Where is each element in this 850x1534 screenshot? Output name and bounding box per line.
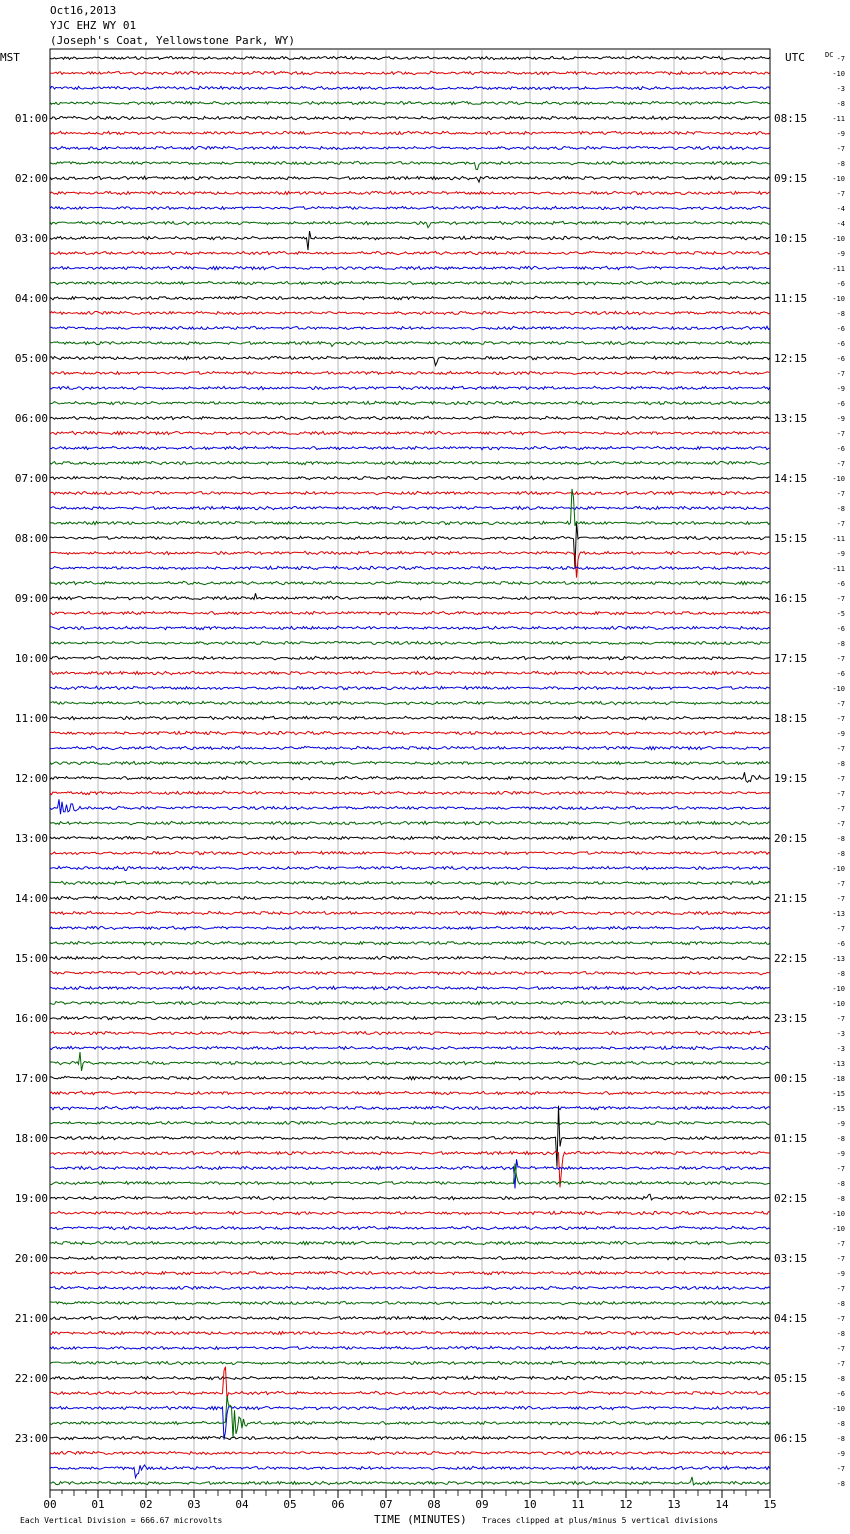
trace-row: [50, 851, 770, 854]
dc-offset-label: -8: [836, 1480, 845, 1488]
trace-row: [50, 146, 770, 149]
trace-row: [50, 101, 770, 104]
trace-row: [50, 281, 770, 285]
dc-offset-label: -8: [836, 310, 845, 318]
dc-offset-label: -7: [836, 1255, 845, 1263]
trace-row: [50, 1001, 770, 1005]
utc-hour-label: 20:15: [774, 832, 808, 845]
dc-offset-label: -9: [836, 250, 845, 258]
utc-hour-label: 02:15: [774, 1192, 808, 1205]
utc-hour-label: 21:15: [774, 892, 808, 905]
x-tick-label: 11: [571, 1498, 585, 1511]
dc-offset-label: -8: [836, 100, 845, 108]
mst-hour-label: 05:00: [14, 352, 48, 365]
header-station: YJC EHZ WY 01: [50, 19, 137, 32]
dc-offset-label: -7: [836, 820, 845, 828]
x-tick-label: 06: [331, 1498, 345, 1511]
axis-labels: [15, 55, 845, 1511]
trace-row: [50, 1396, 770, 1438]
footer-scale-note: Each Vertical Division = 666.67 microvolts: [20, 1516, 223, 1525]
trace-row: [50, 971, 770, 975]
trace-row: [50, 476, 770, 479]
dc-offset-label: -13: [832, 910, 845, 918]
dc-offset-label: -8: [836, 970, 845, 978]
dc-offset-label: -10: [832, 1210, 845, 1218]
dc-offset-label: -8: [836, 1135, 845, 1143]
dc-offset-label: -9: [836, 1270, 845, 1278]
trace-row: [50, 506, 770, 509]
dc-offset-label: -9: [836, 1120, 845, 1128]
dc-offset-label: -3: [836, 1045, 845, 1053]
dc-offset-label: -9: [836, 550, 845, 558]
trace-row: [50, 731, 770, 734]
dc-offset-label: -15: [832, 1090, 845, 1098]
dc-offset-label: -7: [836, 775, 845, 783]
mst-hour-label: 14:00: [14, 892, 48, 905]
trace-row: [50, 176, 770, 182]
utc-hour-label: 08:15: [774, 112, 808, 125]
dc-offset-label: -7: [836, 1360, 845, 1368]
dc-offset-label: -3: [836, 1030, 845, 1038]
trace-row: [50, 1164, 770, 1185]
trace-row: [50, 626, 770, 630]
dc-offset-label: -7: [836, 700, 845, 708]
dc-offset-label: -8: [836, 1180, 845, 1188]
dc-offset-label: -11: [832, 535, 845, 543]
trace-row: [50, 671, 770, 674]
dc-offset-label: -4: [836, 220, 845, 228]
dc-offset-label: -3: [836, 85, 845, 93]
dc-offset-label: -6: [836, 355, 845, 363]
dc-offset-label: -8: [836, 1300, 845, 1308]
dc-offset-label: -9: [836, 415, 845, 423]
dc-offset-label: -7: [836, 1165, 845, 1173]
trace-row: [50, 926, 770, 929]
dc-offset-label: -7: [836, 145, 845, 153]
trace-row: [50, 1226, 770, 1230]
dc-offset-label: -6: [836, 400, 845, 408]
footer-clip-note: Traces clipped at plus/minus 5 vertical divisions: [482, 1516, 719, 1525]
trace-row: [50, 1271, 770, 1275]
trace-row: [50, 341, 770, 346]
x-tick-label: 15: [763, 1498, 777, 1511]
trace-row: [50, 611, 770, 615]
trace-row: [50, 401, 770, 404]
trace-row: [50, 1477, 770, 1485]
utc-hour-label: 04:15: [774, 1312, 808, 1325]
trace-row: [50, 656, 770, 660]
trace-row: [50, 1106, 770, 1110]
utc-axis-label: UTC: [785, 51, 805, 64]
mst-hour-label: 15:00: [14, 952, 48, 965]
dc-offset-label: -7: [836, 520, 845, 528]
trace-row: [50, 1194, 770, 1200]
trace-row: [50, 1211, 770, 1214]
x-tick-label: 10: [523, 1498, 537, 1511]
dc-offset-label: -7: [836, 655, 845, 663]
dc-offset-label: -7: [836, 595, 845, 603]
dc-offset-label: -15: [832, 1105, 845, 1113]
trace-row: [50, 1046, 770, 1049]
dc-offset-label: -7: [836, 1465, 845, 1473]
dc-offset-label: -10: [832, 1405, 845, 1413]
dc-offset-label: -7: [836, 805, 845, 813]
trace-row: [50, 266, 770, 269]
dc-offset-label: -10: [832, 1000, 845, 1008]
trace-row: [50, 791, 770, 795]
utc-hour-label: 05:15: [774, 1372, 808, 1385]
dc-offset-label: -11: [832, 265, 845, 273]
mst-hour-label: 09:00: [14, 592, 48, 605]
dc-offset-label: -13: [832, 1060, 845, 1068]
mst-hour-label: 20:00: [14, 1252, 48, 1265]
header-date: Oct16,2013: [50, 4, 117, 17]
dc-offset-label: -7: [836, 790, 845, 798]
dc-offset-label: -7: [836, 745, 845, 753]
trace-row: [50, 1451, 770, 1454]
dc-offset-label: -7: [836, 1015, 845, 1023]
trace-row: [50, 523, 770, 568]
trace-row: [50, 116, 770, 119]
dc-offset-label: -10: [832, 295, 845, 303]
trace-row: [50, 1301, 770, 1305]
mst-hour-label: 07:00: [14, 472, 48, 485]
dc-offset-label: -10: [832, 685, 845, 693]
trace-row: [50, 986, 770, 989]
trace-row: [50, 71, 770, 75]
trace-row: [50, 231, 770, 250]
utc-hour-label: 13:15: [774, 412, 808, 425]
header-location: (Joseph's Coat, Yellowstone Park, WY): [50, 34, 296, 47]
dc-offset-label: -6: [836, 580, 845, 588]
dc-offset-label: -11: [832, 565, 845, 573]
dc-offset-label: -8: [836, 835, 845, 843]
dc-offset-label: -7: [836, 1285, 845, 1293]
trace-row: [50, 206, 770, 209]
dc-offset-label: -8: [836, 760, 845, 768]
trace-row: [50, 446, 770, 450]
dc-offset-label: -7: [836, 430, 845, 438]
dc-offset-label: -9: [836, 1150, 845, 1158]
dc-offset-label: -10: [832, 1225, 845, 1233]
trace-row: [50, 1316, 770, 1319]
dc-offset-label: -5: [836, 610, 845, 618]
trace-row: [50, 896, 770, 899]
trace-row: [50, 641, 770, 644]
x-tick-label: 02: [139, 1498, 153, 1511]
trace-row: [50, 1376, 770, 1379]
utc-hour-label: 00:15: [774, 1072, 808, 1085]
utc-hour-label: 15:15: [774, 532, 808, 545]
dc-offset-label: -13: [832, 955, 845, 963]
dc-offset-label: -10: [832, 475, 845, 483]
mst-axis-label: MST: [0, 51, 20, 64]
x-tick-label: 12: [619, 1498, 633, 1511]
trace-row: [50, 416, 770, 420]
trace-row: [50, 686, 770, 690]
trace-row: [50, 326, 770, 330]
mst-hour-label: 16:00: [14, 1012, 48, 1025]
dc-offset-label: -6: [836, 670, 845, 678]
trace-row: [50, 131, 770, 134]
dc-label: DC: [825, 51, 834, 59]
trace-row: [50, 356, 770, 365]
trace-row: [50, 86, 770, 89]
x-tick-label: 03: [187, 1498, 201, 1511]
utc-hour-label: 06:15: [774, 1432, 808, 1445]
trace-row: [50, 1106, 770, 1167]
dc-offset-label: -9: [836, 730, 845, 738]
trace-row: [50, 593, 770, 600]
x-tick-label: 07: [379, 1498, 393, 1511]
mst-hour-label: 19:00: [14, 1192, 48, 1205]
x-tick-label: 14: [715, 1498, 729, 1511]
trace-row: [50, 1076, 770, 1079]
trace-row: [50, 701, 770, 705]
trace-row: [50, 566, 770, 569]
x-tick-label: 01: [91, 1498, 105, 1511]
dc-offset-label: -10: [832, 235, 845, 243]
dc-offset-label: -10: [832, 985, 845, 993]
trace-row: [50, 911, 770, 915]
dc-offset-label: -9: [836, 130, 845, 138]
trace-row: [50, 956, 770, 959]
dc-offset-label: -9: [836, 385, 845, 393]
seismogram-traces: [50, 56, 770, 1485]
mst-hour-label: 22:00: [14, 1372, 48, 1385]
x-axis-title: TIME (MINUTES): [374, 1513, 467, 1526]
dc-offset-label: -7: [836, 55, 845, 63]
trace-row: [50, 371, 770, 374]
mst-hour-label: 01:00: [14, 112, 48, 125]
trace-row: [50, 799, 770, 814]
trace-row: [50, 431, 770, 434]
mst-hour-label: 03:00: [14, 232, 48, 245]
dc-offset-label: -8: [836, 1195, 845, 1203]
trace-row: [50, 311, 770, 314]
x-tick-label: 00: [43, 1498, 57, 1511]
utc-hour-label: 18:15: [774, 712, 808, 725]
dc-offset-label: -6: [836, 280, 845, 288]
x-tick-label: 13: [667, 1498, 681, 1511]
utc-hour-label: 16:15: [774, 592, 808, 605]
dc-offset-label: -7: [836, 895, 845, 903]
trace-row: [50, 1241, 770, 1244]
dc-offset-label: -7: [836, 1315, 845, 1323]
dc-offset-label: -18: [832, 1075, 845, 1083]
x-tick-label: 09: [475, 1498, 489, 1511]
trace-row: [50, 1346, 770, 1349]
mst-hour-label: 02:00: [14, 172, 48, 185]
mst-hour-label: 18:00: [14, 1132, 48, 1145]
dc-offset-label: -8: [836, 1420, 845, 1428]
dc-offset-label: -8: [836, 160, 845, 168]
trace-row: [50, 866, 770, 870]
dc-offset-label: -6: [836, 340, 845, 348]
x-tick-label: 04: [235, 1498, 249, 1511]
trace-row: [50, 1016, 770, 1019]
dc-offset-label: -8: [836, 1330, 845, 1338]
dc-offset-label: -6: [836, 625, 845, 633]
x-tick-label: 05: [283, 1498, 297, 1511]
trace-row: [50, 491, 770, 495]
trace-row: [50, 746, 770, 750]
trace-row: [50, 1331, 770, 1335]
trace-row: [50, 772, 770, 782]
mst-hour-label: 12:00: [14, 772, 48, 785]
utc-hour-label: 09:15: [774, 172, 808, 185]
trace-row: [50, 1465, 770, 1478]
mst-hour-label: 11:00: [14, 712, 48, 725]
trace-row: [50, 821, 770, 825]
dc-offset-label: -8: [836, 1375, 845, 1383]
mst-hour-label: 10:00: [14, 652, 48, 665]
trace-row: [50, 386, 770, 390]
trace-row: [50, 581, 770, 585]
dc-offset-label: -6: [836, 940, 845, 948]
utc-hour-label: 01:15: [774, 1132, 808, 1145]
trace-row: [50, 1367, 770, 1399]
dc-offset-label: -6: [836, 445, 845, 453]
trace-row: [50, 1091, 770, 1094]
mst-hour-label: 23:00: [14, 1432, 48, 1445]
utc-hour-label: 11:15: [774, 292, 808, 305]
mst-hour-label: 08:00: [14, 532, 48, 545]
trace-row: [50, 1031, 770, 1035]
dc-offset-label: -6: [836, 1390, 845, 1398]
trace-row: [50, 761, 770, 764]
dc-offset-label: -10: [832, 70, 845, 78]
dc-offset-label: -7: [836, 715, 845, 723]
dc-offset-label: -8: [836, 1435, 845, 1443]
trace-row: [50, 221, 770, 227]
trace-row: [50, 941, 770, 945]
mst-hour-label: 13:00: [14, 832, 48, 845]
dc-offset-label: -8: [836, 640, 845, 648]
dc-offset-label: -9: [836, 1450, 845, 1458]
trace-row: [50, 716, 770, 719]
utc-hour-label: 03:15: [774, 1252, 808, 1265]
dc-offset-label: -11: [832, 115, 845, 123]
dc-offset-label: -7: [836, 370, 845, 378]
utc-hour-label: 22:15: [774, 952, 808, 965]
utc-hour-label: 19:15: [774, 772, 808, 785]
dc-offset-label: -7: [836, 880, 845, 888]
trace-row: [50, 1052, 770, 1071]
utc-hour-label: 12:15: [774, 352, 808, 365]
utc-hour-label: 10:15: [774, 232, 808, 245]
mst-hour-label: 21:00: [14, 1312, 48, 1325]
trace-row: [50, 1361, 770, 1365]
trace-row: [50, 1436, 770, 1440]
dc-offset-label: -6: [836, 325, 845, 333]
dc-offset-label: -10: [832, 175, 845, 183]
trace-row: [50, 881, 770, 884]
trace-row: [50, 1256, 770, 1260]
trace-row: [50, 1151, 770, 1187]
dc-offset-label: -10: [832, 865, 845, 873]
trace-row: [50, 296, 770, 300]
mst-hour-label: 17:00: [14, 1072, 48, 1085]
trace-row: [50, 461, 770, 465]
utc-hour-label: 23:15: [774, 1012, 808, 1025]
x-tick-label: 08: [427, 1498, 441, 1511]
trace-row: [50, 836, 770, 840]
dc-offset-label: -7: [836, 460, 845, 468]
trace-row: [50, 1121, 770, 1124]
mst-hour-label: 06:00: [14, 412, 48, 425]
trace-row: [50, 251, 770, 255]
trace-row: [50, 1286, 770, 1289]
dc-offset-label: -7: [836, 190, 845, 198]
trace-row: [50, 56, 770, 59]
dc-offset-label: -8: [836, 505, 845, 513]
dc-offset-label: -4: [836, 205, 845, 213]
trace-row: [50, 191, 770, 195]
mst-hour-label: 04:00: [14, 292, 48, 305]
dc-offset-label: -7: [836, 1240, 845, 1248]
utc-hour-label: 14:15: [774, 472, 808, 485]
dc-offset-label: -7: [836, 1345, 845, 1353]
dc-offset-label: -7: [836, 490, 845, 498]
trace-row: [50, 161, 770, 169]
dc-offset-label: -8: [836, 850, 845, 858]
trace-row: [50, 551, 770, 577]
utc-hour-label: 17:15: [774, 652, 808, 665]
dc-offset-label: -7: [836, 925, 845, 933]
